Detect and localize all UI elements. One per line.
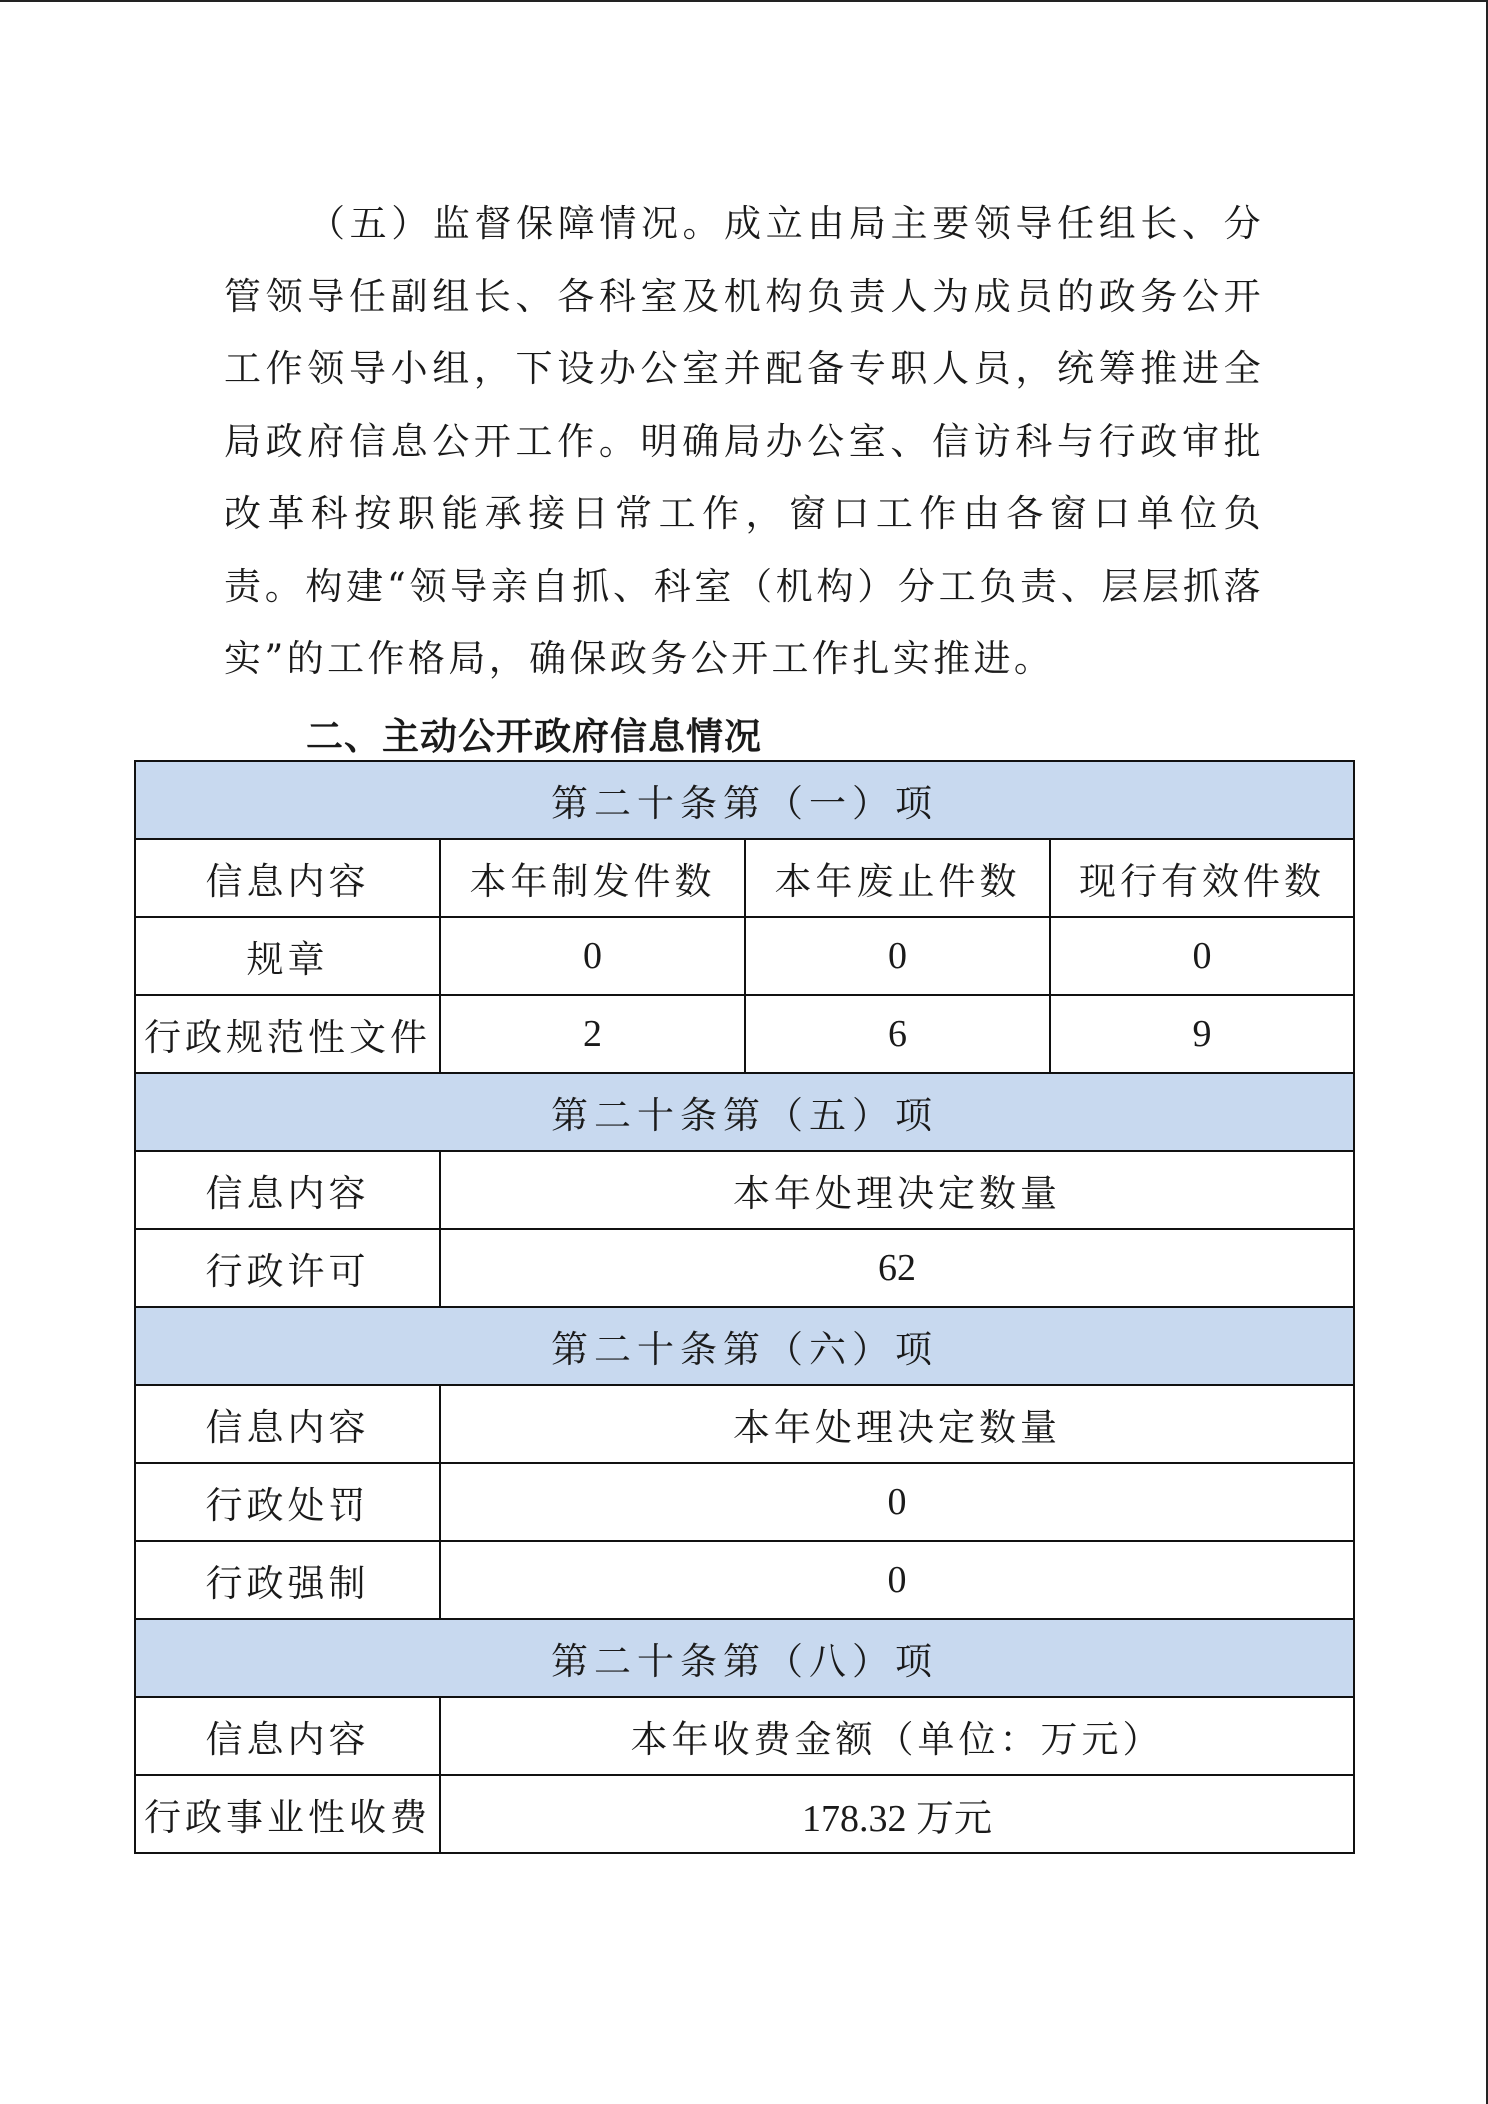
valid-count: 0 [1050,917,1354,995]
row-label: 行政强制 [135,1541,440,1619]
column-header: 本年处理决定数量 [440,1385,1354,1463]
decision-count: 0 [440,1541,1354,1619]
table-section-row [135,1307,1354,1385]
section-title-article1: 第二十条第（一）项 [135,761,1354,839]
column-header: 本年废止件数 [745,839,1050,917]
fee-amount: 178.32 万元 [440,1775,1354,1853]
repealed-count: 6 [745,995,1050,1073]
table-section-row [135,761,1354,839]
valid-count: 9 [1050,995,1354,1073]
section-title-article8: 第二十条第（八）项 [135,1619,1354,1697]
table-row [135,995,1354,1073]
issued-count: 0 [440,917,745,995]
row-label: 行政规范性文件 [135,995,440,1073]
column-header: 信息内容 [135,839,440,917]
column-header: 信息内容 [135,1697,440,1775]
table-row [135,1775,1354,1853]
column-header: 本年收费金额（单位：万元） [440,1697,1354,1775]
section-title-article6: 第二十条第（六）项 [135,1307,1354,1385]
section-title-article5: 第二十条第（五）项 [135,1073,1354,1151]
decision-count: 0 [440,1463,1354,1541]
table-header-row [135,1151,1354,1229]
table-header-row [135,1697,1354,1775]
row-label: 规章 [135,917,440,995]
section-heading: 二、主动公开政府信息情况 [306,715,762,758]
row-label: 行政许可 [135,1229,440,1307]
table-row [135,917,1354,995]
issued-count: 2 [440,995,745,1073]
table-header-row [135,839,1354,917]
table-section-row [135,1619,1354,1697]
column-header: 本年处理决定数量 [440,1151,1354,1229]
decision-count: 62 [440,1229,1354,1307]
column-header: 本年制发件数 [440,839,745,917]
table-row [135,1463,1354,1541]
repealed-count: 0 [745,917,1050,995]
table-header-row [135,1385,1354,1463]
disclosure-table [134,760,1355,1854]
table-section-row [135,1073,1354,1151]
row-label: 行政处罚 [135,1463,440,1541]
table-row [135,1229,1354,1307]
table-row [135,1541,1354,1619]
column-header: 信息内容 [135,1385,440,1463]
supervision-paragraph: （五）监督保障情况。成立由局主要领导任组长、分管领导任副组长、各科室及机构负责人为成员的政务公开工作领导小组，下设办公室并配备专职人员，统筹推进全局政府信息公开工作。明确局办公室、信访科与行政审批改革科按职能承接日常工作，窗口工作由各窗口单位负责。构建“领导亲自抓、科室（机构）分工负责、层层抓落实”的工作格局，确保政务公开工作扎实推进。 [224,202,1264,680]
row-label: 行政事业性收费 [135,1775,440,1853]
column-header: 信息内容 [135,1151,440,1229]
column-header: 现行有效件数 [1050,839,1354,917]
